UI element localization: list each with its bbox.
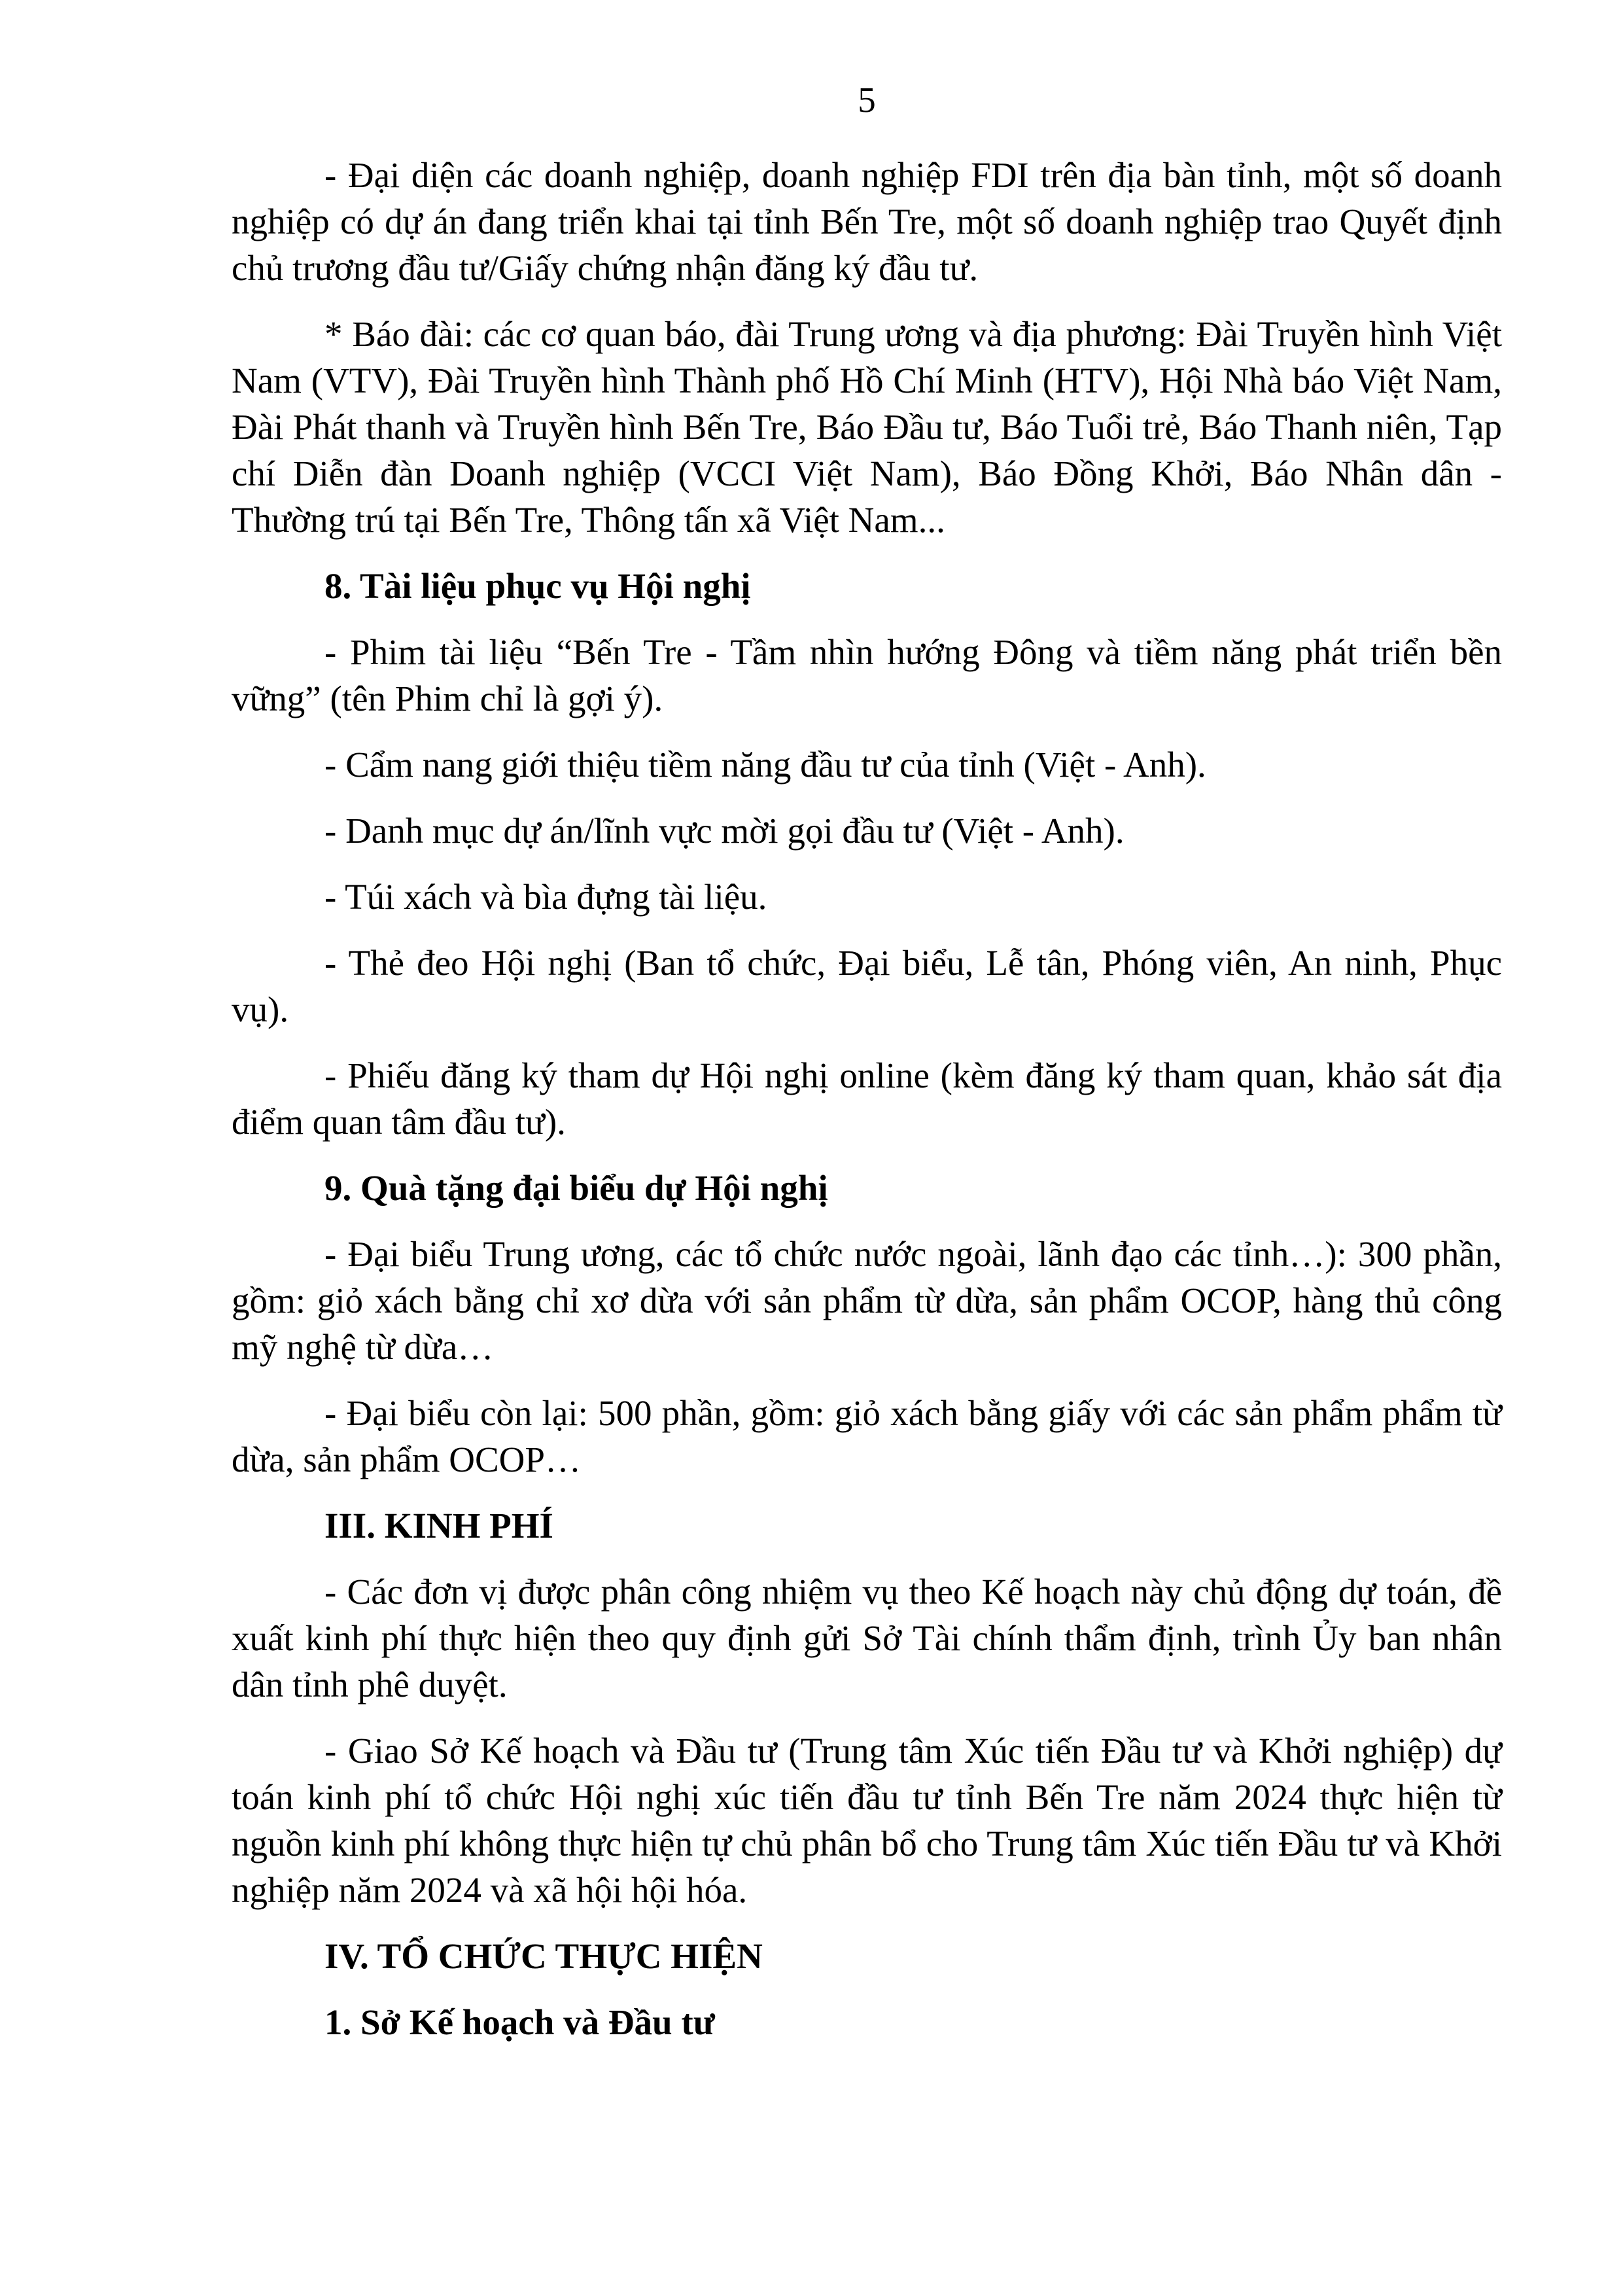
document-body <box>232 152 1502 2065</box>
page-number: 5 <box>858 80 876 120</box>
paragraph-project-list: - Danh mục dự án/lĩnh vực mời gọi đầu tư (Việt - Anh). <box>324 811 1125 851</box>
paragraph-press-media: * Báo đài: các cơ quan báo, đài Trung ương và địa phương: Đài Truyền hình Việt Nam (VTV), Đài Truyền hình Thành phố Hồ Chí Minh (HTV), Hội Nhà báo Việt Nam, Đài Phát thanh và Truyền hình Bến Tre, Báo Đầu tư, Báo Tuổi trẻ, Báo Thanh niên, Tạp chí Diễn đàn Doanh nghiệp (VCCI Việt Nam), Báo Đồng Khởi, Báo Nhân dân - Thường trú tại Bến Tre, Thông tấn xã Việt Nam... <box>232 314 1502 540</box>
paragraph-fdi-enterprises: - Đại diện các doanh nghiệp, doanh nghiệp FDI trên địa bàn tỉnh, một số doanh nghiệp có dự án đang triển khai tại tỉnh Bến Tre, một số doanh nghiệp trao Quyết định chủ trương đầu tư/Giấy chứng nhận đăng ký đầu tư. <box>232 155 1502 288</box>
heading-implementation: IV. TỔ CHỨC THỰC HIỆN <box>324 1936 763 1976</box>
heading-delegate-gifts: 9. Quà tặng đại biểu dự Hội nghị <box>324 1168 828 1208</box>
paragraph-remaining-delegates-gifts: - Đại biểu còn lại: 500 phần, gồm: giỏ xách bằng giấy với các sản phẩm phẩm từ dừa, sản phẩm OCOP… <box>232 1393 1502 1479</box>
heading-funding: III. KINH PHÍ <box>324 1506 553 1545</box>
paragraph-documentary-film: - Phim tài liệu “Bến Tre - Tầm nhìn hướng Đông và tiềm năng phát triển bền vững” (tên Phim chỉ là gợi ý). <box>232 632 1502 718</box>
heading-conference-materials: 8. Tài liệu phục vụ Hội nghị <box>324 566 751 606</box>
paragraph-online-registration: - Phiếu đăng ký tham dự Hội nghị online (kèm đăng ký tham quan, khảo sát địa điểm quan tâm đầu tư). <box>232 1055 1502 1142</box>
paragraph-badges: - Thẻ đeo Hội nghị (Ban tổ chức, Đại biểu, Lễ tân, Phóng viên, An ninh, Phục vụ). <box>232 943 1502 1029</box>
paragraph-funding-units: - Các đơn vị được phân công nhiệm vụ theo Kế hoạch này chủ động dự toán, đề xuất kinh phí thực hiện theo quy định gửi Sở Tài chính thẩm định, trình Ủy ban nhân dân tỉnh phê duyệt. <box>232 1572 1502 1704</box>
paragraph-investment-handbook: - Cẩm nang giới thiệu tiềm năng đầu tư của tỉnh (Việt - Anh). <box>324 745 1206 785</box>
paragraph-central-delegates-gifts: - Đại biểu Trung ương, các tổ chức nước ngoài, lãnh đạo các tỉnh…): 300 phần, gồm: giỏ xách bằng chỉ xơ dừa với sản phẩm từ dừa, sản phẩm OCOP, hàng thủ công mỹ nghệ từ dừa… <box>232 1234 1502 1367</box>
paragraph-funding-department: - Giao Sở Kế hoạch và Đầu tư (Trung tâm Xúc tiến Đầu tư và Khởi nghiệp) dự toán kinh phí tổ chức Hội nghị xúc tiến đầu tư tỉnh Bến Tre năm 2024 thực hiện từ nguồn kinh phí không thực hiện tự chủ phân bổ cho Trung tâm Xúc tiến Đầu tư và Khởi nghiệp năm 2024 và xã hội hội hóa. <box>232 1731 1502 1910</box>
paragraph-bags-folders: - Túi xách và bìa đựng tài liệu. <box>324 877 767 917</box>
heading-department-planning-investment: 1. Sở Kế hoạch và Đầu tư <box>324 2002 715 2042</box>
